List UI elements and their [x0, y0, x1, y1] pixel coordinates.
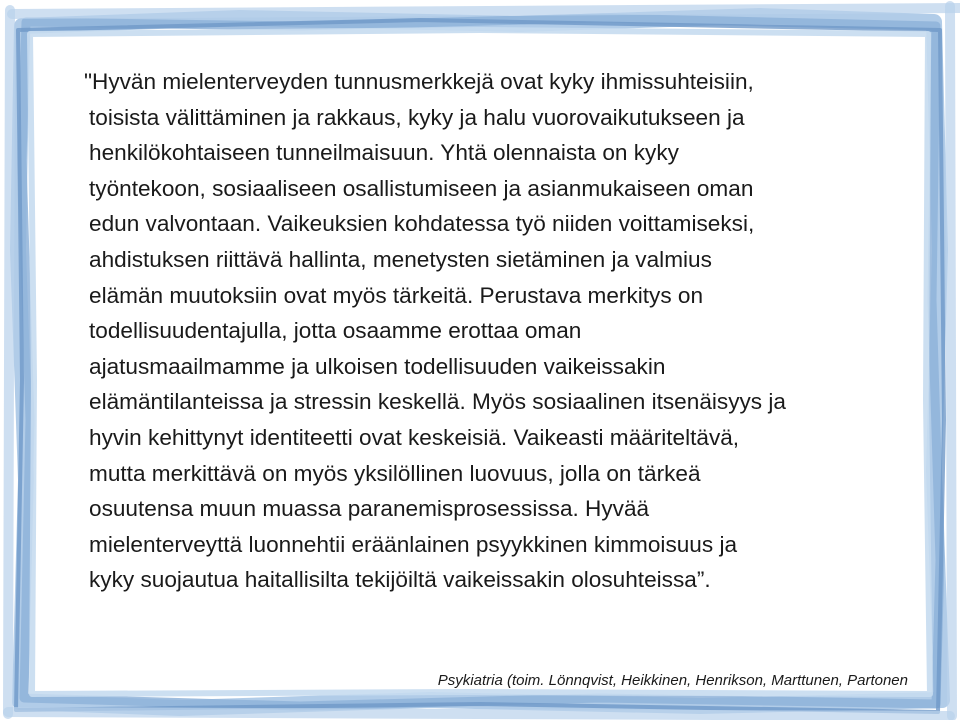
quote-line: henkilökohtaiseen tunneilmaisuun. Yhtä olennaista on kyky [89, 140, 679, 166]
quote-line: osuutensa muun muassa paranemisprosessissa. Hyvää [89, 496, 650, 522]
quote-line: ahdistuksen riittävä hallinta, menetysten sietäminen ja valmius [89, 246, 712, 272]
quote-line: edun valvontaan. Vaikeuksien kohdatessa työ niiden voittamiseksi, [89, 211, 755, 237]
quote-line: työntekoon, sosiaaliseen osallistumiseen ja asianmukaiseen oman [89, 175, 754, 201]
quote-line: toisista välittäminen ja rakkaus, kyky ja halu vuorovaikutukseen ja [89, 104, 745, 130]
quote-line: kyky suojautua haitallisilta tekijöiltä vaikeissakin olosuhteissa”. [89, 567, 711, 593]
quote-line: "Hyvän mielenterveyden tunnusmerkkejä ovat kyky ihmissuhteisiin, [84, 69, 754, 94]
quote-line: mutta merkittävä on myös yksilöllinen luovuus, jolla on tärkeä [89, 460, 701, 486]
quote-line: todellisuudentajulla, jotta osaamme erottaa oman [89, 318, 582, 344]
quote-line: hyvin kehittynyt identiteetti ovat keskeisiä. Vaikeasti määriteltävä, [89, 424, 740, 450]
quote-line: ajatusmaailmamme ja ulkoisen todellisuuden vaikeissakin [89, 353, 666, 379]
quote-line: elämän muutoksiin ovat myös tärkeitä. Perustava merkitys on [89, 282, 704, 308]
quote-line: elämäntilanteissa ja stressin keskellä. Myös sosiaalinen itsenäisyys ja [89, 389, 786, 415]
citation: Psykiatria (toim. Lönnqvist, Heikkinen, Henrikson, Marttunen, Partonen [437, 672, 908, 689]
quote-line: mielenterveyttä luonnehtii eräänlainen psyykkinen kimmoisuus ja [89, 531, 738, 557]
quote-text [84, 64, 914, 598]
